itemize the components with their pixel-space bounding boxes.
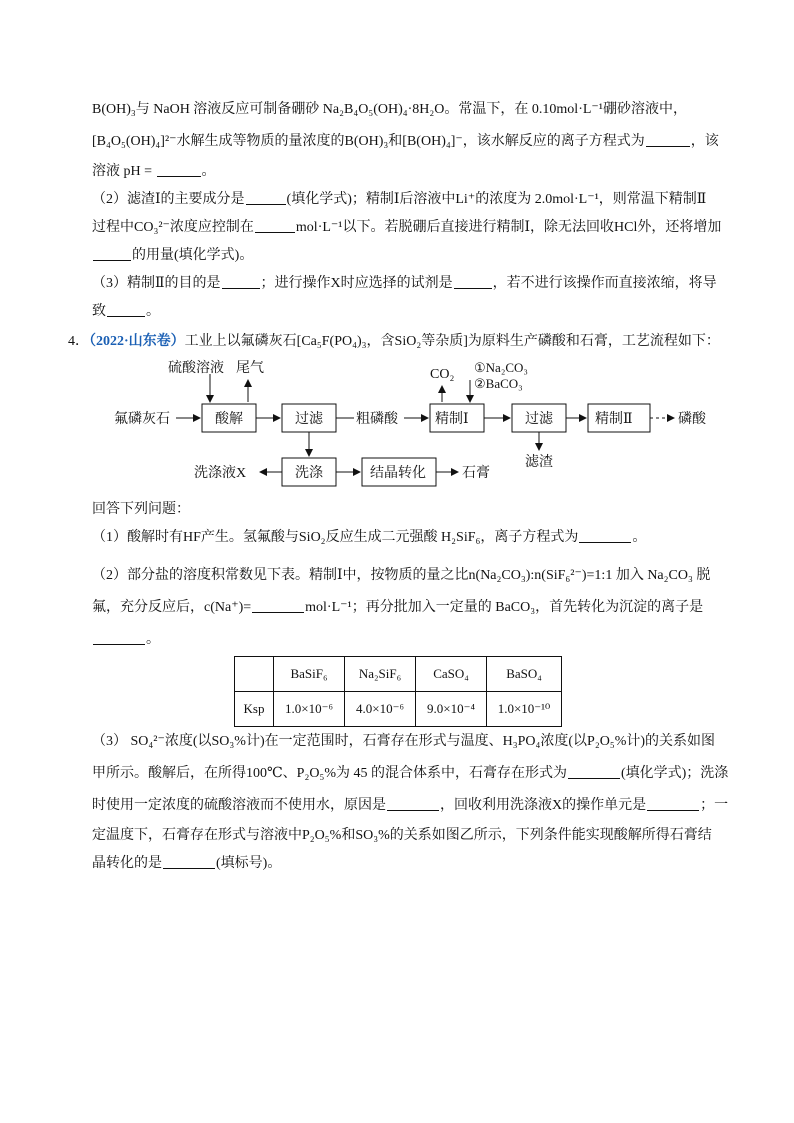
text-line: 的用量(填化学式)。 — [92, 246, 732, 266]
process-flow-diagram — [110, 358, 706, 488]
text-line: （2）滤渣Ⅰ的主要成分是 (填化学式)；精制Ⅰ后溶液中Li⁺的浓度为 2.0mol·L⁻¹，则常温下精制Ⅱ — [92, 192, 707, 207]
text-line: （1）酸解时有HF产生。氢氟酸与SiO₂反应生成二元强酸 H₂SiF₆，离子方程式为 。 — [92, 530, 647, 545]
table-cell: 1.0×10⁻¹⁰ — [487, 692, 562, 727]
text-line: 氟，充分反应后，c(Na⁺)= mol·L⁻¹；再分批加入一定量的 BaCO₃，首先转化为沉淀的离子是 — [92, 600, 704, 615]
answer-blank — [387, 796, 439, 811]
answer-blank — [157, 162, 201, 177]
text-line: 致 。 — [92, 304, 160, 319]
text-line: 时使用一定浓度的硫酸溶液而不使用水，原因是 ，回收利用洗涤液X的操作单元是 ；一 — [92, 798, 729, 813]
label-reagent1: ①Na₂CO₃ — [474, 360, 528, 375]
label-filter2: 过滤 — [525, 412, 553, 427]
answer-blank — [93, 630, 145, 645]
text-line: （3）精制Ⅱ的目的是 ；进行操作X时应选择的试剂是 ，若不进行该操作而直接浓缩，将导 — [92, 276, 717, 291]
answer-blank — [163, 854, 215, 869]
text-line: 回答下列问题： — [92, 502, 190, 517]
answer-blank — [246, 190, 286, 205]
label-gypsum: 石膏 — [462, 466, 490, 481]
answer-blank — [646, 132, 690, 147]
text-line: 溶液 pH = 。 — [92, 164, 216, 179]
answer-blank — [568, 764, 620, 779]
answer-blank — [107, 302, 145, 317]
label-acid-hydrolysis: 酸解 — [215, 412, 243, 427]
ksp-table — [234, 656, 562, 727]
text-line: 过程中CO₃²⁻浓度应控制在 mol·L⁻¹以下。若脱硼后直接进行精制Ⅰ，除无法回收HCl外，还将增加 — [92, 220, 722, 235]
text-line: （2）部分盐的溶度积常数见下表。精制Ⅰ中，按物质的量之比n(Na₂CO₃):n(SiF₆²⁻)=1:1 加入 Na₂CO₃ 脱 — [92, 568, 711, 583]
label-tail-gas: 尾气 — [236, 361, 264, 376]
answer-blank — [579, 528, 631, 543]
table-header-cell: Na₂SiF₆ — [345, 657, 416, 692]
label-co2: CO₂ — [430, 367, 455, 382]
table-header-cell — [235, 657, 274, 692]
label-raw: 氟磷灰石 — [114, 412, 170, 427]
answer-blank — [255, 218, 295, 233]
table-cell: 1.0×10⁻⁶ — [274, 692, 345, 727]
table-row — [235, 692, 562, 727]
label-acid-in: 硫酸溶液 — [168, 361, 224, 376]
label-crystal: 结晶转化 — [370, 466, 426, 481]
table-row-label: Ksp — [235, 692, 274, 727]
answer-blank — [252, 598, 304, 613]
label-refine2: 精制Ⅱ — [595, 412, 633, 427]
table-header-cell: CaSO₄ — [416, 657, 487, 692]
label-residue: 滤渣 — [525, 455, 553, 470]
label-wash-liquid: 洗涤液X — [194, 466, 247, 481]
table-cell: 9.0×10⁻⁴ — [416, 692, 487, 727]
label-product: 磷酸 — [678, 412, 706, 427]
text-line: B(OH)₃与 NaOH 溶液反应可制备硼砂 Na₂B₄O₅(OH)₄·8H₂O。常温下，在 0.10mol·L⁻¹硼砂溶液中， — [92, 102, 687, 117]
table-cell: 4.0×10⁻⁶ — [345, 692, 416, 727]
answer-blank — [93, 246, 131, 261]
question-source: （2022·山东卷） — [89, 334, 185, 349]
text-line: [B₄O₅(OH)₄]²⁻水解生成等物质的量浓度的B(OH)₃和[B(OH)₄]⁻，该水解反应的离子方程式为 ，该 — [92, 134, 719, 149]
text-line: 定温度下，石膏存在形式与溶液中P₂O₅%和SO₃%的关系如图乙所示，下列条件能实现酸解所得石膏结 — [92, 828, 712, 843]
text-line: （3） SO₄²⁻浓度(以SO₃%计)在一定范围时，石膏存在形式与温度、H₃PO₄浓度(以P₂O₅%计)的关系如图 — [92, 734, 716, 749]
answer-blank — [647, 796, 699, 811]
text-line: 。 — [92, 630, 732, 650]
answer-blank — [454, 274, 492, 289]
question-4-heading: 4．（2022·山东卷）工业上以氟磷灰石[Ca₅F(PO₄)₃，含SiO₂等杂质]为原料生产磷酸和石膏，工艺流程如下： — [68, 334, 720, 349]
answer-blank — [222, 274, 260, 289]
table-header-row — [235, 657, 562, 692]
label-reagent2: ②BaCO₃ — [474, 376, 523, 391]
label-filter1: 过滤 — [295, 412, 323, 427]
label-wash: 洗涤 — [295, 466, 323, 481]
table-header-cell: BaSO₄ — [487, 657, 562, 692]
table-header-cell: BaSiF₆ — [274, 657, 345, 692]
text-line: 晶转化的是 (填标号)。 — [92, 856, 282, 871]
label-refine1: 精制Ⅰ — [435, 412, 469, 427]
text-line: 甲所示。酸解后，在所得100℃、P₂O₅%为 45 的混合体系中，石膏存在形式为 (填化学式)；洗涤 — [92, 766, 729, 781]
label-crude-acid: 粗磷酸 — [356, 412, 398, 427]
